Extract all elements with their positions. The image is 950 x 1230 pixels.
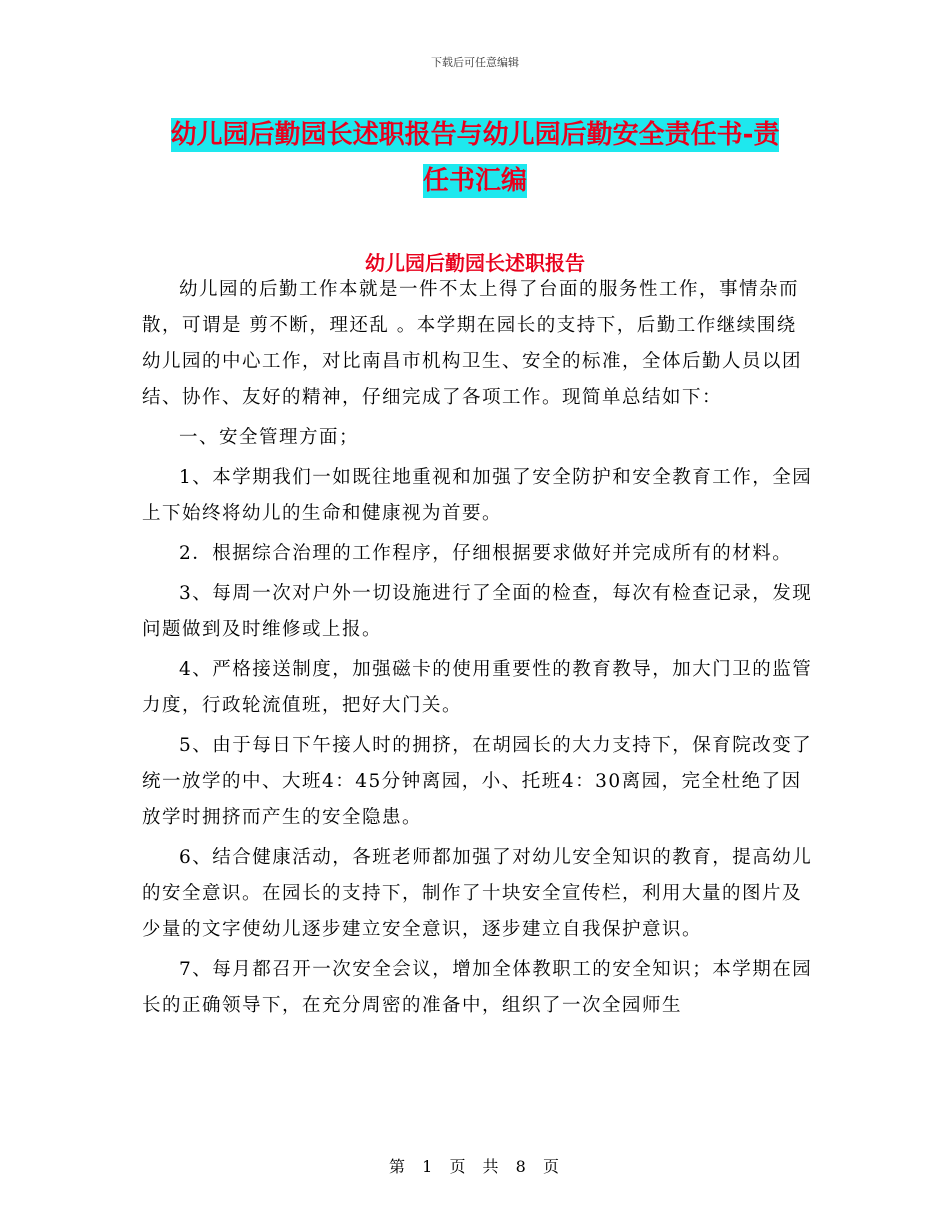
document-title-line1: 幼儿园后勤园长述职报告与幼儿园后勤安全责任书-责 bbox=[170, 120, 780, 150]
paragraph: 7、每月都召开一次安全会议，增加全体教职工的安全知识；本学期在园长的正确领导下，在充分周密的准备中，组织了一次全园师生 bbox=[142, 959, 813, 1016]
page-footer bbox=[0, 1154, 950, 1177]
page-total: 8 bbox=[515, 1157, 528, 1176]
section-title: 幼儿园后勤园长述职报告 bbox=[365, 251, 585, 275]
footer-middle: 页 bbox=[449, 1157, 468, 1176]
paragraph: 2．根据综合治理的工作程序，仔细根据要求做好并完成所有的材料。 bbox=[179, 543, 793, 564]
paragraph: 幼儿园的后勤工作本就是一件不太上得了台面的服务性工作，事情杂而散，可谓是 剪不断，理还乱 。本学期在园长的支持下，后勤工作继续围绕幼儿园的中心工作，对比南昌市机构卫生、安全的标准，全体后勤人员以团结、协作、友好的精神，仔细完成了各项工作。现简单总结如下： bbox=[142, 279, 803, 408]
paragraph: 5、由于每日下午接人时的拥挤，在胡园长的大力支持下，保育院改变了统一放学的中、大班4：45分钟离园，小、托班4：30离园，完全杜绝了因放学时拥挤而产生的安全隐患。 bbox=[142, 735, 813, 828]
body-text bbox=[142, 272, 814, 1024]
document-title-line2: 任书汇编 bbox=[422, 166, 527, 196]
paragraph: 一、安全管理方面； bbox=[179, 427, 360, 448]
footer-suffix: 页 bbox=[542, 1157, 561, 1176]
page-number: 1 bbox=[422, 1157, 435, 1176]
document-title bbox=[0, 112, 950, 204]
footer-total-prefix: 共 bbox=[482, 1157, 501, 1176]
paragraph: 1、本学期我们一如既往地重视和加强了安全防护和安全教育工作，全园上下始终将幼儿的生命和健康视为首要。 bbox=[142, 467, 813, 524]
paragraph: 6、结合健康活动，各班老师都加强了对幼儿安全知识的教育，提高幼儿的安全意识。在园长的支持下，制作了十块安全宣传栏，利用大量的图片及少量的文字使幼儿逐步建立安全意识，逐步建立自我保护意识。 bbox=[142, 847, 813, 940]
footer-prefix: 第 bbox=[389, 1157, 408, 1176]
header-note: 下载后可任意编辑 bbox=[431, 56, 519, 69]
paragraph: 3、每周一次对户外一切设施进行了全面的检查，每次有检查记录，发现问题做到及时维修或上报。 bbox=[142, 583, 813, 640]
paragraph: 4、严格接送制度，加强磁卡的使用重要性的教育教导，加大门卫的监管力度，行政轮流值班，把好大门关。 bbox=[142, 659, 813, 716]
